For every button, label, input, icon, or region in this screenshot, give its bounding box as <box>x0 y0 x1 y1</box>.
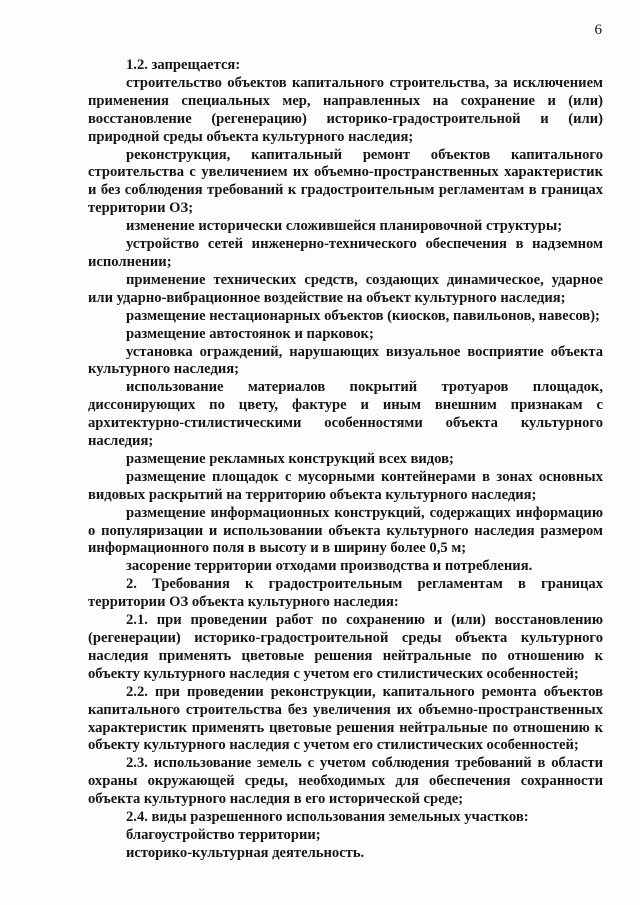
paragraph-technical-means: применение технических средств, создающих динамическое, ударное или ударно-вибрационное воздействие на объект культурного наследия; <box>88 271 603 306</box>
paragraph-non-stationary: размещение нестационарных объектов (киосков, павильонов, навесов); <box>126 307 600 324</box>
paragraph-reconstruction: реконструкция, капитальный ремонт объектов капитального строительства с увеличением их объемно-пространственных характеристик и без соблюдения требований к градостроительным регламентам в границах территории ОЗ; <box>88 146 603 217</box>
paragraph-construction: строительство объектов капитального строительства, за исключением применения специальных мер, направленных на сохранение и (или) восстановление (регенерацию) историко-градостроительной и (или) природной среды объекта культурного наследия; <box>88 74 603 145</box>
paragraph-info-structures: размещение информационных конструкций, содержащих информацию о популяризации и использовании объекта культурного наследия размером информационного поля в высоту и в ширину более 0,5 м; <box>88 504 603 557</box>
document-body <box>88 57 603 863</box>
paragraph-1-2-heading: 1.2. запрещается: <box>126 57 241 73</box>
paragraph-utility-networks: устройство сетей инженерно-технического обеспечения в надземном исполнении; <box>88 236 603 270</box>
paragraph-2-4: 2.4. виды разрешенного использования земельных участков: <box>126 809 529 826</box>
paragraph-planning-structure: изменение исторически сложившейся планировочной структуры; <box>126 218 563 235</box>
paragraph-2-3: 2.3. использование земель с учетом соблюдения требований в области охраны окружающей среды, необходимых для обеспечения сохранности объекта культурного наследия в его исторической среде; <box>88 755 603 808</box>
paragraph-materials: использование материалов покрытий тротуаров площадок, диссонирующих по цвету, фактуре и иным внешним признакам с архитектурно-стилистическими особенностями объекта культурного наследия; <box>88 379 603 450</box>
paragraph-landscaping: благоустройство территории; <box>126 826 321 843</box>
page-number: 6 <box>594 22 602 38</box>
paragraph-fences: установка ограждений, нарушающих визуальное восприятие объекта культурного наследия; <box>88 343 603 378</box>
paragraph-historical-cultural: историко-культурная деятельность. <box>126 844 365 861</box>
paragraph-2-1: 2.1. при проведении работ по сохранению и (или) восстановлению (регенерации) историко-градостроительной среды объекта культурного наследия применять цветовые решения нейтральные по отношению к объекту культурного наследия с учетом его стилистических особенностей; <box>88 612 603 682</box>
paragraph-advertising: размещение рекламных конструкций всех видов; <box>126 450 454 467</box>
paragraph-littering: засорение территории отходами производства и потребления. <box>126 558 533 575</box>
paragraph-parking: размещение автостоянок и парковок; <box>126 325 374 342</box>
paragraph-2-2: 2.2. при проведении реконструкции, капитального ремонта объектов капитального строительства без увеличения их объемно-пространственных характеристик применять цветовые решения нейтральные по отношению к объекту культурного наследия с учетом его стилистических особенностей; <box>88 683 603 754</box>
paragraph-waste-containers: размещение площадок с мусорными контейнерами в зонах основных видовых раскрытий на территорию объекта культурного наследия; <box>88 468 603 503</box>
paragraph-section-2: 2. Требования к градостроительным регламентам в границах территории ОЗ объекта культурного наследия: <box>88 576 603 611</box>
